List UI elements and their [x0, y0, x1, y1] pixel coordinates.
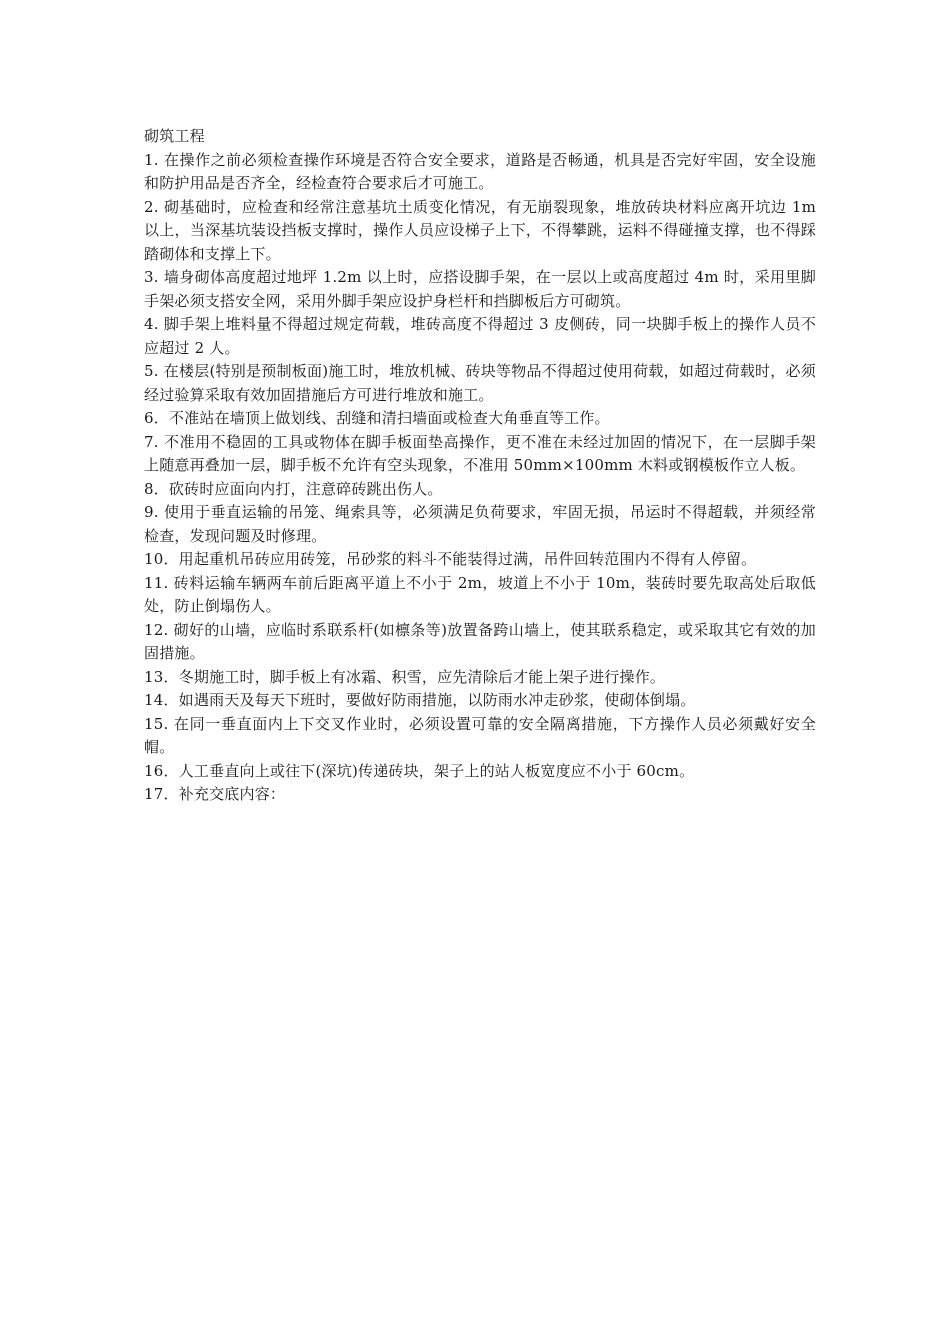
- paragraph-6: 6．不准站在墙顶上做划线、刮缝和清扫墙面或检查大角垂直等工作。: [144, 409, 610, 427]
- document-body: [144, 125, 816, 807]
- paragraph-3: 3. 墙身砌体高度超过地坪 1.2m 以上时，应搭设脚手架，在一层以上或高度超过 4m 时，采用里脚手架必须支搭安全网，采用外脚手架应设护身栏杆和挡脚板后方可砌筑。: [144, 268, 816, 310]
- paragraph-13: 13．冬期施工时，脚手板上有冰霜、积雪，应先清除后才能上架子进行操作。: [144, 667, 666, 686]
- paragraph-4: 4. 脚手架上堆料量不得超过规定荷载，堆砖高度不得超过 3 皮侧砖，同一块脚手板上的操作人员不应超过 2 人。: [144, 315, 816, 357]
- paragraph-8: 8．砍砖时应面向内打，注意碎砖跳出伤人。: [144, 479, 443, 498]
- document-title: 砌筑工程: [144, 127, 205, 145]
- paragraph-9: 9. 使用于垂直运输的吊笼、绳索具等，必须满足负荷要求，牢固无损，吊运时不得超载，并须经常检查，发现问题及时修理。: [144, 503, 816, 545]
- paragraph-12: 12. 砌好的山墙，应临时系联系杆(如檩条等)放置备跨山墙上，使其联系稳定，或采取其它有效的加固措施。: [144, 620, 816, 662]
- paragraph-17: 17．补充交底内容：: [144, 785, 286, 803]
- paragraph-15: 15. 在同一垂直面内上下交叉作业时，必须设置可靠的安全隔离措施，下方操作人员必须戴好安全帽。: [144, 714, 816, 756]
- paragraph-5: 5. 在楼层(特别是预制板面)施工时，堆放机械、砖块等物品不得超过使用荷载，如超过荷载时，必须经过验算采取有效加固措施后方可进行堆放和施工。: [144, 362, 816, 404]
- paragraph-2: 2. 砌基础时，应检查和经常注意基坑土质变化情况，有无崩裂现象，堆放砖块材料应离开坑边 1m 以上，当深基坑装设挡板支撑时，操作人员应设梯子上下，不得攀跳，运料不得碰撞支撑，也不得踩踏砌体和支撑上下。: [144, 197, 816, 263]
- paragraph-1: 1. 在操作之前必须检查操作环境是否符合安全要求，道路是否畅通，机具是否完好牢固，安全设施和防护用品是否齐全，经检查符合要求后才可施工。: [144, 150, 816, 192]
- paragraph-11: 11. 砖料运输车辆两车前后距离平道上不小于 2m，坡道上不小于 10m，装砖时要先取高处后取低处，防止倒塌伤人。: [144, 573, 816, 615]
- paragraph-10: 10．用起重机吊砖应用砖笼，吊砂浆的料斗不能装得过满，吊件回转范围内不得有人停留。: [144, 550, 757, 568]
- paragraph-16: 16．人工垂直向上或往下(深坑)传递砖块，架子上的站人板宽度应不小于 60cm。: [144, 761, 695, 780]
- paragraph-7: 7. 不准用不稳固的工具或物体在脚手板面垫高操作，更不准在未经过加固的情况下，在一层脚手架上随意再叠加一层，脚手板不允许有空头现象，不准用 50mm×100mm 木料或钢模板作立人板。: [144, 432, 816, 474]
- paragraph-14: 14．如遇雨天及每天下班时，要做好防雨措施，以防雨水冲走砂浆，使砌体倒塌。: [144, 691, 696, 709]
